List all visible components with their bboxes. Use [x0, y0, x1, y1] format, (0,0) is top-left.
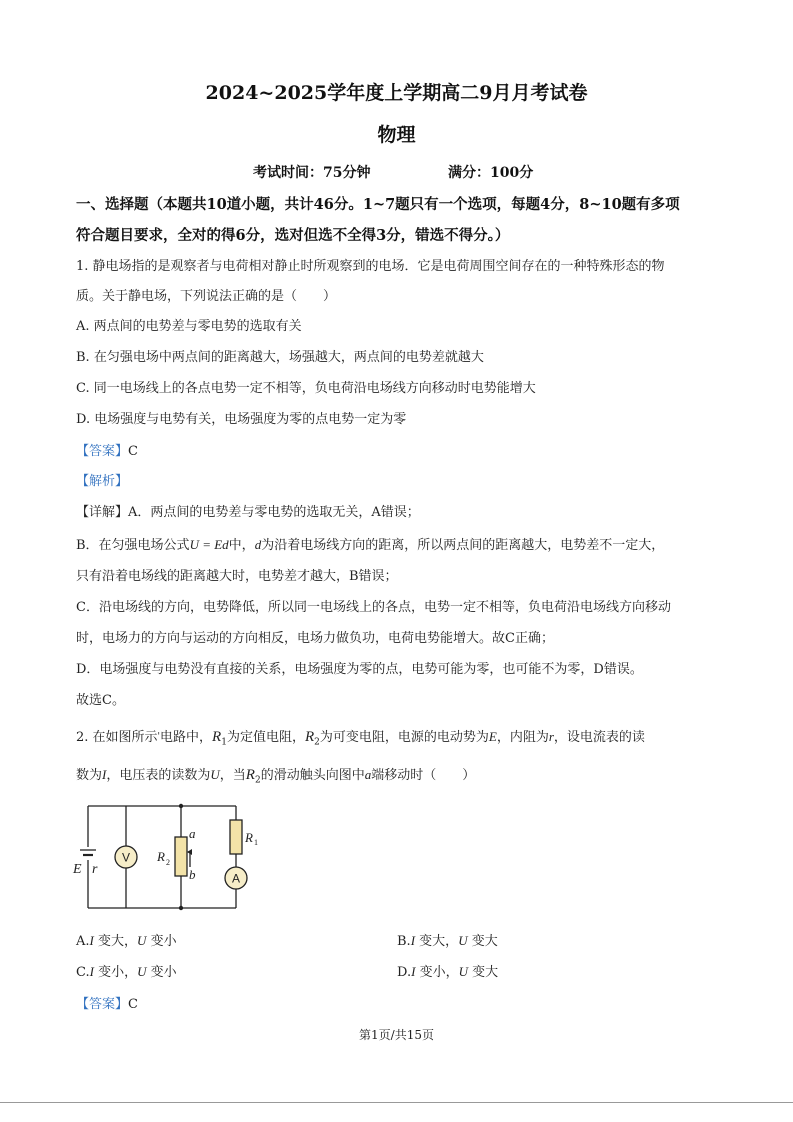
label-r: r: [92, 862, 98, 877]
label-r1: R: [245, 830, 253, 845]
q2-option-a: [76, 932, 177, 951]
q2-s2b: ，电压表的读数为: [106, 768, 211, 783]
junction-dot: [179, 906, 183, 910]
section-heading-line1: 一、选择题（本题共10道小题，共计46分。1~7题只有一个选项，每题4分，8~10题有多项: [76, 196, 680, 213]
label-r1-sub: 1: [254, 838, 258, 847]
option-text2: 变大: [471, 934, 498, 949]
var-a: a: [364, 767, 372, 782]
var-d: d: [254, 537, 262, 552]
var-r2-b: R: [245, 767, 255, 783]
var-u: U: [137, 933, 147, 948]
option-text2: 变小: [150, 934, 177, 949]
var-e: E: [488, 729, 497, 744]
label-r2: R: [157, 849, 165, 864]
subject-title: 物理: [377, 124, 416, 146]
q2-s1c: 为定值电阻，: [226, 730, 305, 745]
option-text1: 变小，: [419, 965, 459, 980]
ammeter-label: A: [231, 871, 241, 886]
exam-time: 考试时间：75分钟: [253, 165, 371, 181]
q1-option-c: C. 同一电场线上的各点电势一定不相等，负电荷沿电场线方向移动时电势能增大: [76, 381, 536, 396]
q1-option-b: B. 在匀强电场中两点间的距离越大，场强越大，两点间的电势差就越大: [76, 350, 484, 365]
rheostat-r2: [175, 837, 187, 876]
label-e: E: [73, 862, 82, 877]
q1-detail-a: [76, 504, 420, 522]
q1-analysis-tag: 【解析】: [76, 474, 129, 489]
page-number: 第1页/共15页: [359, 1028, 434, 1042]
q2-option-b: [397, 932, 498, 951]
q1-detail-a-text: A．两点间的电势差与零电势的选取无关，A错误；: [128, 505, 420, 520]
var-u: U: [137, 964, 147, 979]
q2-s1d: 为可变电阻，电源的电动势为: [319, 730, 489, 745]
detail-tag: 【详解】: [76, 505, 129, 520]
q1-answer-value: C: [128, 444, 138, 459]
q2-s1a: 2. 在如图所示: [76, 730, 158, 745]
var-r1: R: [212, 729, 222, 745]
option-text1: 变大，: [419, 934, 459, 949]
option-text1: 变小，: [98, 965, 138, 980]
resistor-r1: [230, 820, 242, 854]
q1-stem-line1: 1. 静电场指的是观察者与电荷相对静止时所观察到的电场．它是电荷周围空间存在的一种特殊形态的物: [76, 259, 665, 274]
q1-detail-c-line1: C．沿电场线的方向，电势降低，所以同一电场线上的各点，电势一定不相等，负电荷沿电场线方向移动: [76, 600, 671, 615]
section-heading-line2: 符合题目要求，全对的得6分，选对但选不全得3分，错选不得分。）: [76, 227, 510, 244]
q2-s1b: 电路中，: [160, 730, 213, 745]
var-i: I: [410, 933, 416, 948]
q2-option-c: [76, 963, 177, 982]
q2-option-d: [397, 963, 498, 982]
full-score: 满分：100分: [448, 165, 534, 181]
label-r2-sub: 2: [166, 858, 170, 867]
q1-conclusion: 故选C。: [76, 693, 125, 708]
q2-answer-value: C: [128, 997, 138, 1012]
q1-detail-b-line1: [76, 536, 664, 555]
q2-glitch-mark: ': [157, 732, 161, 742]
option-letter: B.: [397, 934, 411, 949]
q2-s2c: ，当: [219, 768, 246, 783]
var-u: U: [458, 933, 468, 948]
var-i: I: [411, 964, 416, 979]
option-text1: 变大，: [98, 934, 138, 949]
q2-stem-line2: [76, 766, 475, 790]
var-i: I: [89, 964, 94, 979]
var-r: r: [548, 729, 554, 744]
q2-s1f: ，设电流表的读: [553, 730, 645, 745]
exam-title: 2024~2025学年度上学期高二9月月考试卷: [205, 82, 588, 104]
junction-dot: [179, 804, 183, 808]
option-letter: D.: [397, 965, 412, 980]
q1-option-d: D. 电场强度与电势有关，电场强度为零的点电势一定为零: [76, 412, 407, 427]
option-text2: 变小: [150, 965, 177, 980]
q1-detail-b-line2: 只有沿着电场线的距离越大时，电势差才越大，B错误；: [76, 569, 398, 584]
bottom-divider: [0, 1102, 793, 1103]
q2-s2d: 的滑动触头向图中: [260, 768, 365, 783]
var-r1-sub: 1: [221, 737, 227, 748]
option-letter: A.: [76, 934, 90, 949]
q1-detail-b-post: 为沿着电场线方向的距离，所以两点间的距离越大，电势差不一定大，: [261, 538, 665, 553]
label-a: a: [189, 826, 196, 841]
q1-answer: [76, 443, 138, 461]
var-r2-sub: 2: [314, 737, 320, 748]
q2-answer: [76, 996, 138, 1014]
var-i: I: [102, 767, 107, 782]
var-u: U: [458, 964, 468, 979]
q1-detail-c-line2: 时，电场力的方向与运动的方向相反，电场力做负功，电荷电势能增大。故C正确；: [76, 631, 554, 646]
option-text2: 变大: [472, 965, 499, 980]
answer-tag: 【答案】: [76, 444, 129, 459]
circuit-diagram: [68, 800, 268, 915]
q1-detail-b-pre: B．在匀强电场公式: [76, 538, 190, 553]
q2-s1e: ，内阻为: [496, 730, 549, 745]
answer-tag: 【答案】: [76, 997, 129, 1012]
q1-detail-b-mid: 中，: [228, 538, 255, 553]
var-u: U: [210, 767, 220, 782]
var-r2-b-sub: 2: [254, 775, 261, 786]
q1-detail-d: D．电场强度与电势没有直接的关系，电场强度为零的点，电势可能为零，也可能不为零，D错误。: [76, 662, 643, 677]
q2-stem-line1: [76, 728, 645, 752]
voltmeter-label: V: [121, 850, 131, 865]
q1-stem-line2: 质。关于静电场，下列说法正确的是（ ）: [76, 289, 337, 304]
formula-u-ed: U = Ed: [189, 537, 229, 552]
label-b: b: [189, 867, 196, 882]
q1-option-a: A. 两点间的电势差与零电势的选取有关: [76, 319, 302, 334]
q2-s2a: 数为: [76, 768, 103, 783]
q2-s2e: 端移动时（ ）: [371, 768, 476, 783]
option-letter: C.: [76, 965, 90, 980]
var-i: I: [89, 933, 94, 948]
var-r2: R: [304, 729, 315, 745]
